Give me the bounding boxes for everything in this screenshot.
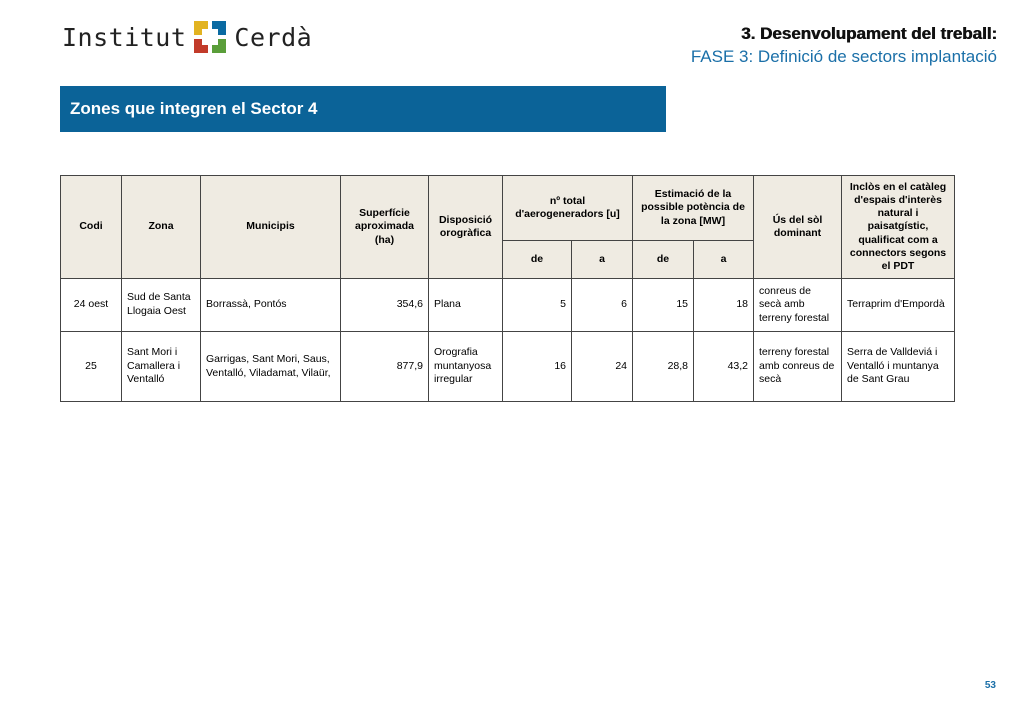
col-header-inclos: Inclòs en el catàleg d'espais d'interès natural i paisatgístic, qualificat com a connectors segons el PDT	[842, 176, 955, 279]
subheader-aero-de: de	[503, 241, 572, 279]
zones-table	[60, 175, 955, 402]
col-header-potencia: Estimació de la possible potència de la zona [MW]	[633, 176, 754, 241]
page-number: 53	[984, 680, 996, 691]
banner-title: Zones que integren el Sector 4	[60, 86, 666, 132]
cell-zona: Sant Mori i Camallera i Ventalló	[122, 332, 201, 402]
cell-inclos: Terraprim d'Empordà	[842, 279, 955, 332]
cell-aero-de: 5	[503, 279, 572, 332]
col-header-disposicio: Disposició orogràfica	[429, 176, 503, 279]
cell-municipis: Garrigas, Sant Mori, Saus, Ventalló, Viladamat, Vilaür,	[201, 332, 341, 402]
cell-disposicio: Orografia muntanyosa irregular	[429, 332, 503, 402]
cell-aero-de: 16	[503, 332, 572, 402]
logo-mark-icon	[194, 21, 226, 53]
cell-us-sol: terreny forestal amb conreus de secà	[754, 332, 842, 402]
logo-text-right: Cerdà	[234, 22, 313, 52]
cell-pot-de: 15	[633, 279, 694, 332]
cell-codi: 24 oest	[61, 279, 122, 332]
col-header-municipis: Municipis	[201, 176, 341, 279]
institut-cerda-logo	[62, 17, 312, 57]
col-header-us-sol: Ús del sòl dominant	[754, 176, 842, 279]
section-header	[691, 24, 997, 67]
table-row	[61, 332, 955, 402]
cell-disposicio: Plana	[429, 279, 503, 332]
cell-aero-a: 6	[572, 279, 633, 332]
cell-superficie: 877,9	[341, 332, 429, 402]
cell-aero-a: 24	[572, 332, 633, 402]
cell-inclos: Serra de Valldeviá i Ventalló i muntanya de Sant Grau	[842, 332, 955, 402]
section-title: 3. Desenvolupament del treball:	[740, 24, 997, 43]
cell-pot-a: 43,2	[694, 332, 754, 402]
col-header-superficie: Superfície aproximada (ha)	[341, 176, 429, 279]
cell-zona: Sud de Santa Llogaia Oest	[122, 279, 201, 332]
cell-pot-a: 18	[694, 279, 754, 332]
subheader-aero-a: a	[572, 241, 633, 279]
cell-municipis: Borrassà, Pontós	[201, 279, 341, 332]
col-header-aerogeneradors: nº total d'aerogeneradors [u]	[503, 176, 633, 241]
cell-us-sol: conreus de secà amb terreny forestal	[754, 279, 842, 332]
col-header-codi: Codi	[61, 176, 122, 279]
subheader-pot-de: de	[633, 241, 694, 279]
subheader-pot-a: a	[694, 241, 754, 279]
cell-superficie: 354,6	[341, 279, 429, 332]
section-subtitle: FASE 3: Definició de sectors implantació	[690, 47, 997, 66]
logo-text-left: Institut	[62, 22, 187, 52]
cell-codi: 25	[61, 332, 122, 402]
table-row	[61, 279, 955, 332]
cell-pot-de: 28,8	[633, 332, 694, 402]
col-header-zona: Zona	[122, 176, 201, 279]
